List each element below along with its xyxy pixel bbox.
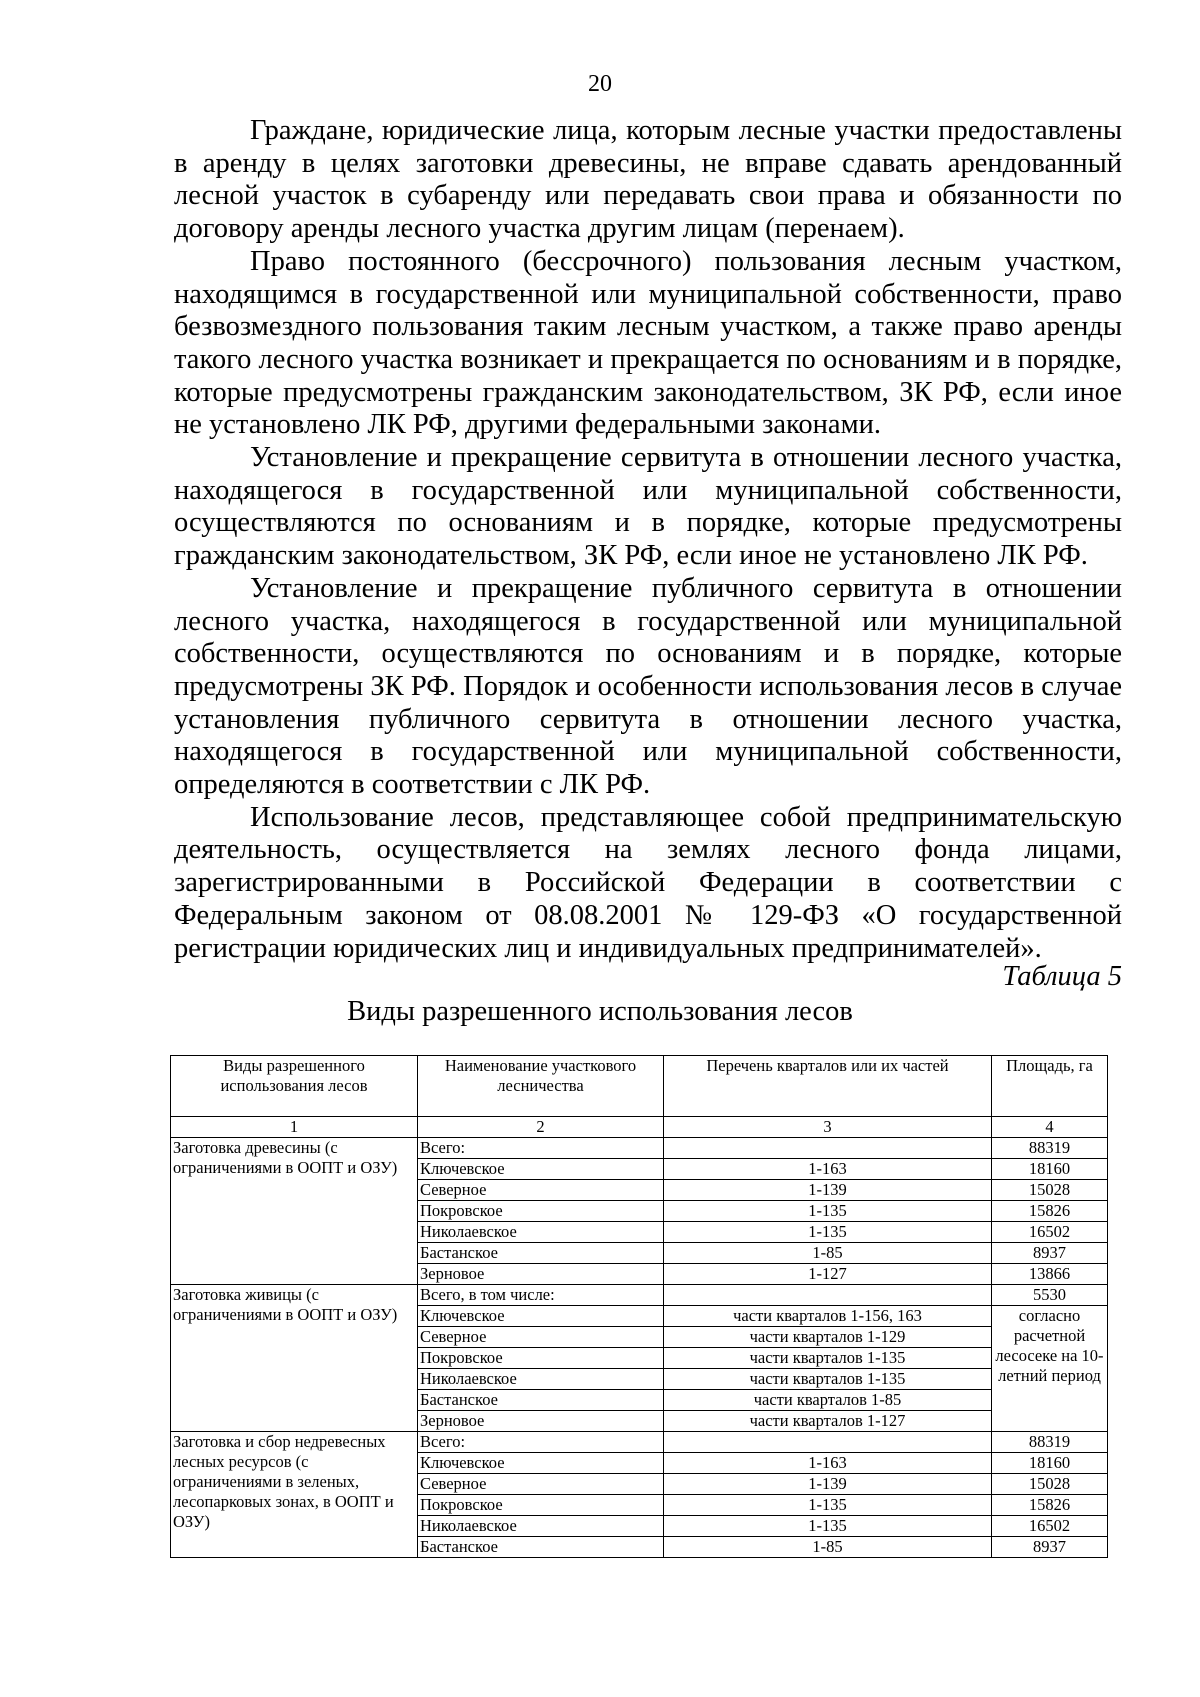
column-number-row: [171, 1117, 1108, 1138]
quarters-cell: 1-163: [664, 1159, 992, 1180]
table-row: [171, 1138, 1108, 1159]
forestry-cell: Ключевское: [418, 1159, 664, 1180]
area-cell: 15028: [992, 1474, 1108, 1495]
column-number: 1: [171, 1117, 418, 1138]
paragraph: Установление и прекращение сервитута в отношении лесного участка, находящегося в государственной или муниципальной собственности, осуществляются по основаниям и в порядке, которые предусмотрены гражданским законодательством, ЗК РФ, если иное не установлено ЛК РФ.: [174, 442, 1122, 572]
paragraph: Право постоянного (бессрочного) пользования лесным участком, находящимся в государственной или муниципальной собственности, право безвозмездного пользования таким лесным участком, а также право аренды такого лесного участка возникает и прекращается по основаниям и в порядке, которые предусмотрены гражданским законодательством, ЗК РФ, если иное не установлено ЛК РФ, другими федеральными законами.: [174, 245, 1122, 441]
area-cell: 8937: [992, 1243, 1108, 1264]
quarters-cell: части кварталов 1-129: [664, 1327, 992, 1348]
header-area: Площадь, га: [992, 1056, 1108, 1117]
use-type-cell: Заготовка живицы (с ограничениями в ООПТ и ОЗУ): [171, 1285, 418, 1432]
area-cell: 88319: [992, 1432, 1108, 1453]
header-use-type: Виды разрешенного использования лесов: [171, 1056, 418, 1117]
quarters-cell: [664, 1285, 992, 1306]
paragraph: Установление и прекращение публичного сервитута в отношении лесного участка, находящегося в государственной или муниципальной собственности, осуществляются по основаниям и в порядке, которые предусмотрены ЗК РФ. Порядок и особенности использования лесов в случае установления публичного сервитута в отношении лесного участка, находящегося в государственной или муниципальной собственности, определяются в соответствии с ЛК РФ.: [174, 572, 1122, 801]
forest-use-table: [170, 1055, 1108, 1558]
header-quarters: Перечень кварталов или их частей: [664, 1056, 992, 1117]
quarters-cell: 1-139: [664, 1474, 992, 1495]
forestry-cell: Зерновое: [418, 1264, 664, 1285]
table-title: Виды разрешенного использования лесов: [347, 996, 853, 1027]
forestry-cell: Зерновое: [418, 1411, 664, 1432]
forestry-cell: Бастанское: [418, 1390, 664, 1411]
paragraph: Граждане, юридические лица, которым лесные участки предоставлены в аренду в целях заготовки древесины, не вправе сдавать арендованный лесной участок в субаренду или передавать свои права и обязанности по договору аренды лесного участка другим лицам (перенаем).: [174, 115, 1122, 245]
column-number: 2: [418, 1117, 664, 1138]
forestry-cell: Ключевское: [418, 1453, 664, 1474]
header-forestry: Наименование участкового лесничества: [418, 1056, 664, 1117]
table-caption: Таблица 5: [1002, 961, 1122, 992]
quarters-cell: части кварталов 1-127: [664, 1411, 992, 1432]
table-row: [171, 1432, 1108, 1453]
forestry-cell: Покровское: [418, 1495, 664, 1516]
forestry-cell: Всего:: [418, 1432, 664, 1453]
quarters-cell: 1-127: [664, 1264, 992, 1285]
quarters-cell: 1-135: [664, 1201, 992, 1222]
forestry-cell: Покровское: [418, 1201, 664, 1222]
quarters-cell: части кварталов 1-135: [664, 1369, 992, 1390]
body-text: [174, 115, 1122, 965]
use-type-cell: Заготовка древесины (с ограничениями в ООПТ и ОЗУ): [171, 1138, 418, 1285]
quarters-cell: 1-85: [664, 1243, 992, 1264]
quarters-cell: [664, 1138, 992, 1159]
table-header-row: [171, 1056, 1108, 1117]
forestry-cell: Николаевское: [418, 1222, 664, 1243]
forestry-cell: Всего, в том числе:: [418, 1285, 664, 1306]
area-cell: 18160: [992, 1159, 1108, 1180]
forestry-cell: Всего:: [418, 1138, 664, 1159]
quarters-cell: [664, 1432, 992, 1453]
quarters-cell: части кварталов 1-156, 163: [664, 1306, 992, 1327]
area-note-cell: согласно расчетной лесосеке на 10-летний период: [992, 1306, 1108, 1432]
area-cell: 15826: [992, 1495, 1108, 1516]
area-cell: 5530: [992, 1285, 1108, 1306]
area-cell: 15826: [992, 1201, 1108, 1222]
column-number: 4: [992, 1117, 1108, 1138]
area-cell: 18160: [992, 1453, 1108, 1474]
area-cell: 16502: [992, 1516, 1108, 1537]
quarters-cell: 1-135: [664, 1222, 992, 1243]
paragraph: Использование лесов, представляющее собой предпринимательскую деятельность, осуществляется на землях лесного фонда лицами, зарегистрированными в Российской Федерации в соответствии с Федеральным законом от 08.08.2001 № 129-ФЗ «О государственной регистрации юридических лиц и индивидуальных предпринимателей».: [174, 801, 1122, 964]
table-row: [171, 1285, 1108, 1306]
forestry-cell: Северное: [418, 1474, 664, 1495]
quarters-cell: 1-135: [664, 1516, 992, 1537]
column-number: 3: [664, 1117, 992, 1138]
forestry-cell: Николаевское: [418, 1369, 664, 1390]
area-cell: 15028: [992, 1180, 1108, 1201]
quarters-cell: 1-135: [664, 1495, 992, 1516]
quarters-cell: 1-163: [664, 1453, 992, 1474]
area-cell: 16502: [992, 1222, 1108, 1243]
quarters-cell: части кварталов 1-135: [664, 1348, 992, 1369]
forestry-cell: Северное: [418, 1327, 664, 1348]
area-cell: 88319: [992, 1138, 1108, 1159]
quarters-cell: 1-85: [664, 1537, 992, 1558]
use-type-cell: Заготовка и сбор недревесных лесных ресурсов (с ограничениями в зеленых, лесопарковых зонах, в ООПТ и ОЗУ): [171, 1432, 418, 1558]
forestry-cell: Бастанское: [418, 1537, 664, 1558]
page-number: 20: [588, 71, 612, 97]
forestry-cell: Николаевское: [418, 1516, 664, 1537]
forestry-cell: Покровское: [418, 1348, 664, 1369]
forestry-cell: Бастанское: [418, 1243, 664, 1264]
area-cell: 8937: [992, 1537, 1108, 1558]
quarters-cell: части кварталов 1-85: [664, 1390, 992, 1411]
quarters-cell: 1-139: [664, 1180, 992, 1201]
area-cell: 13866: [992, 1264, 1108, 1285]
forestry-cell: Ключевское: [418, 1306, 664, 1327]
forestry-cell: Северное: [418, 1180, 664, 1201]
